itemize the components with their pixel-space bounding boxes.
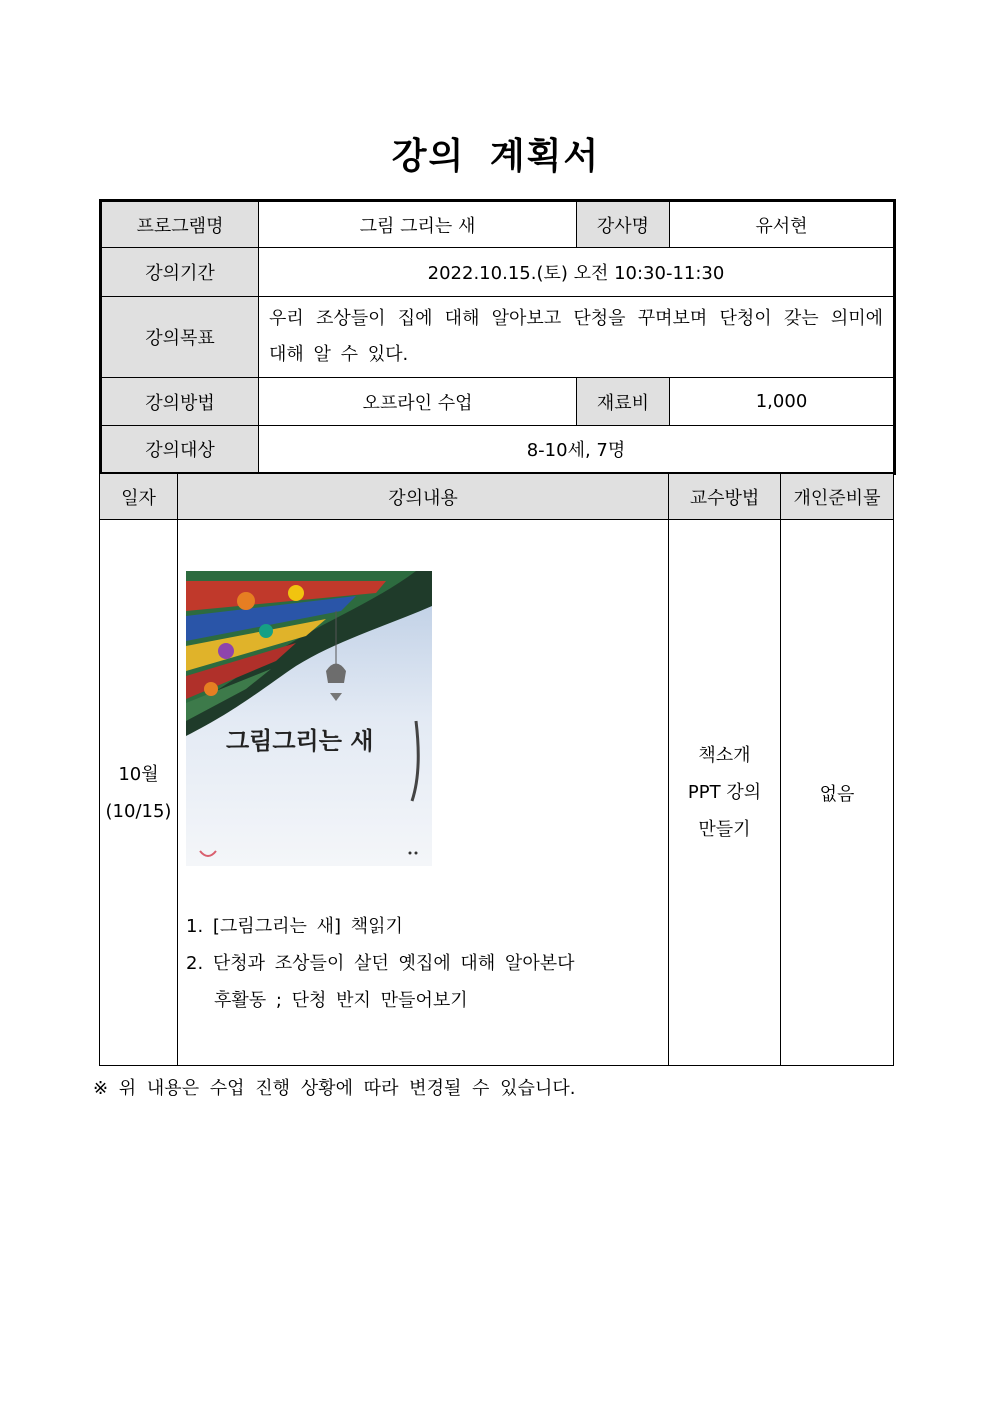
method-label: 강의방법 <box>101 378 259 426</box>
goal-value: 우리 조상들이 집에 대해 알아보고 단청을 꾸며보며 단청이 갖는 의미에 대해 알 수 있다. <box>259 297 895 378</box>
target-label: 강의대상 <box>101 426 259 474</box>
instructor-value: 유서현 <box>670 201 895 248</box>
program-value: 그림 그리는 새 <box>259 201 577 248</box>
footnote: ※ 위 내용은 수업 진행 상황에 따라 변경될 수 있습니다. <box>93 1078 576 1099</box>
period-label: 강의기간 <box>101 248 259 297</box>
content-steps <box>186 908 575 1019</box>
date-month: 10월 <box>118 763 159 785</box>
header-content: 강의내용 <box>178 474 669 520</box>
book-cover-title: 그림그리는 새 <box>226 726 374 755</box>
plan-table <box>99 473 894 1066</box>
goal-label: 강의목표 <box>101 297 259 378</box>
method-cell <box>669 520 781 1066</box>
book-cover-illustration <box>186 571 432 866</box>
header-materials: 개인준비물 <box>781 474 894 520</box>
header-date: 일자 <box>100 474 178 520</box>
fee-value: 1,000 <box>670 378 895 426</box>
step-2: 2. 단청과 조상들이 살던 옛집에 대해 알아본다 <box>186 953 575 974</box>
step-3: 후활동 ; 단청 반지 만들어보기 <box>214 990 468 1011</box>
page-title: 강의 계획서 <box>391 136 601 177</box>
content-cell <box>178 520 669 1066</box>
method-value: 오프라인 수업 <box>259 378 577 426</box>
date-day: (10/15) <box>105 800 172 822</box>
method-3: 만들기 <box>698 819 751 840</box>
program-label: 프로그램명 <box>101 201 259 248</box>
method-1: 책소개 <box>698 745 751 766</box>
info-table <box>99 199 896 475</box>
fee-label: 재료비 <box>577 378 670 426</box>
instructor-label: 강사명 <box>577 201 670 248</box>
step-1: 1. [그림그리는 새] 책읽기 <box>186 916 403 937</box>
target-value: 8-10세, 7명 <box>259 426 895 474</box>
method-2: PPT 강의 <box>687 782 762 803</box>
date-cell <box>100 520 178 1066</box>
period-value: 2022.10.15.(토) 오전 10:30-11:30 <box>259 248 895 297</box>
book-cover-image <box>186 571 432 866</box>
header-method: 교수방법 <box>669 474 781 520</box>
materials-cell: 없음 <box>781 520 894 1066</box>
